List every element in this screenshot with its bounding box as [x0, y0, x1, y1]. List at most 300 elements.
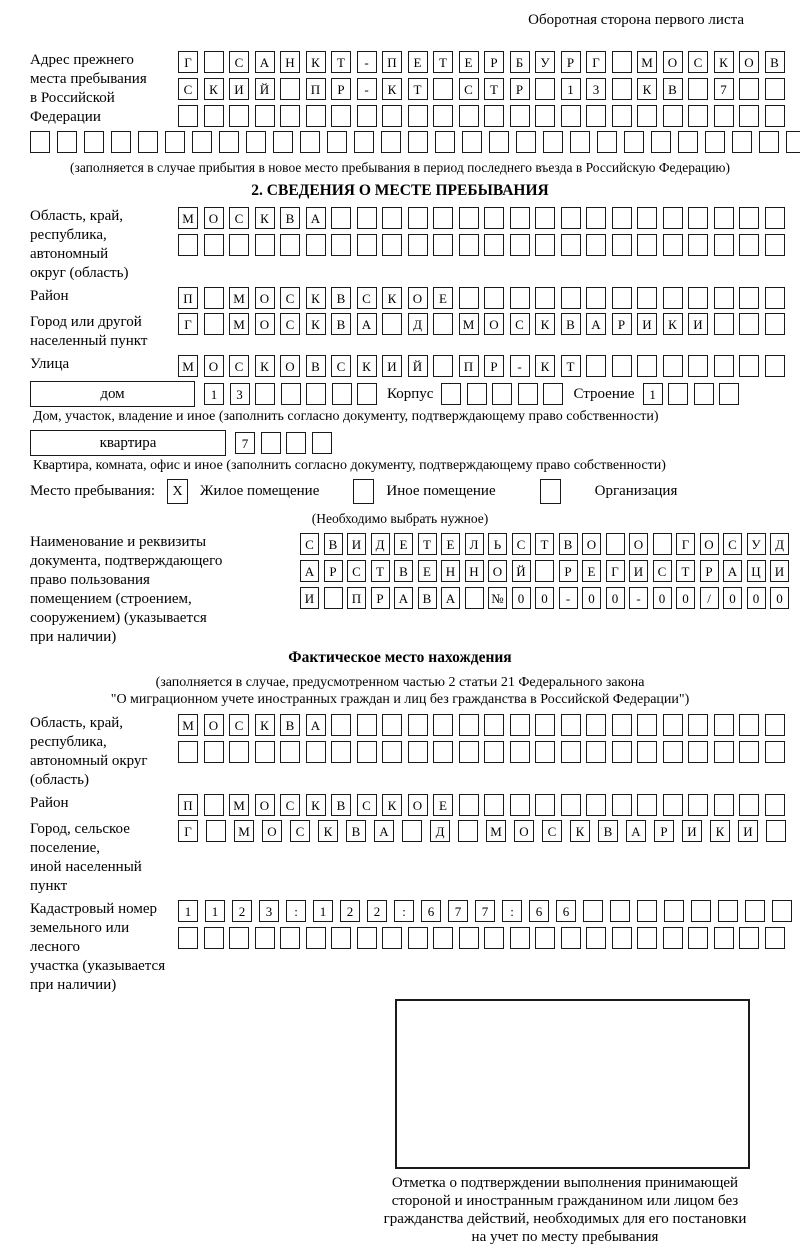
char-cell[interactable] [433, 105, 453, 127]
char-cell[interactable] [688, 355, 708, 377]
char-cell[interactable]: 7 [235, 432, 255, 454]
char-cell[interactable]: О [488, 560, 507, 582]
char-cell[interactable]: С [542, 820, 562, 842]
char-cell[interactable]: : [502, 900, 522, 922]
char-cell[interactable] [382, 927, 402, 949]
char-cell[interactable]: О [255, 287, 275, 309]
char-cell[interactable]: Т [561, 355, 581, 377]
char-cell[interactable] [678, 131, 698, 153]
char-cell[interactable] [357, 927, 377, 949]
char-cell[interactable]: К [714, 51, 734, 73]
char-cell[interactable] [510, 234, 530, 256]
char-cell[interactable]: - [629, 587, 648, 609]
char-cell[interactable]: И [229, 78, 249, 100]
char-cell[interactable]: И [347, 533, 366, 555]
char-cell[interactable]: 0 [512, 587, 531, 609]
char-cell[interactable] [739, 234, 759, 256]
char-cell[interactable]: К [710, 820, 730, 842]
char-cell[interactable] [688, 105, 708, 127]
char-cell[interactable]: Б [510, 51, 530, 73]
char-cell[interactable] [280, 234, 300, 256]
char-cell[interactable]: 0 [770, 587, 789, 609]
char-cell[interactable]: М [486, 820, 506, 842]
char-cell[interactable]: 7 [448, 900, 468, 922]
char-cell[interactable] [204, 234, 224, 256]
char-cell[interactable] [408, 131, 428, 153]
char-cell[interactable]: № [488, 587, 507, 609]
char-cell[interactable]: В [331, 313, 351, 335]
char-cell[interactable]: Т [371, 560, 390, 582]
char-cell[interactable] [637, 355, 657, 377]
char-cell[interactable] [765, 741, 785, 763]
char-cell[interactable]: Л [465, 533, 484, 555]
char-cell[interactable]: К [255, 355, 275, 377]
char-cell[interactable]: Р [484, 51, 504, 73]
char-cell[interactable] [714, 794, 734, 816]
char-cell[interactable] [327, 131, 347, 153]
char-cell[interactable] [637, 105, 657, 127]
char-cell[interactable] [484, 927, 504, 949]
char-cell[interactable] [714, 927, 734, 949]
char-cell[interactable]: П [178, 794, 198, 816]
char-cell[interactable]: Д [430, 820, 450, 842]
char-cell[interactable] [402, 820, 422, 842]
char-cell[interactable]: О [582, 533, 601, 555]
char-cell[interactable] [165, 131, 185, 153]
char-cell[interactable] [382, 313, 402, 335]
char-cell[interactable]: Е [441, 533, 460, 555]
char-cell[interactable]: У [747, 533, 766, 555]
char-cell[interactable]: В [418, 587, 437, 609]
char-cell[interactable]: 1 [561, 78, 581, 100]
char-cell[interactable] [331, 714, 351, 736]
char-cell[interactable] [204, 927, 224, 949]
char-cell[interactable] [718, 900, 738, 922]
char-cell[interactable]: О [514, 820, 534, 842]
char-cell[interactable] [382, 207, 402, 229]
char-cell[interactable] [204, 313, 224, 335]
char-cell[interactable]: Е [433, 287, 453, 309]
char-cell[interactable] [637, 714, 657, 736]
char-cell[interactable] [433, 927, 453, 949]
char-cell[interactable]: И [629, 560, 648, 582]
char-cell[interactable] [739, 714, 759, 736]
char-cell[interactable] [688, 234, 708, 256]
char-cell[interactable] [312, 432, 332, 454]
char-cell[interactable] [433, 313, 453, 335]
char-cell[interactable] [664, 900, 684, 922]
char-cell[interactable] [331, 927, 351, 949]
char-cell[interactable]: С [331, 355, 351, 377]
char-cell[interactable]: Т [484, 78, 504, 100]
char-cell[interactable] [459, 794, 479, 816]
char-cell[interactable] [516, 131, 536, 153]
checkbox-residential[interactable]: X [167, 479, 188, 504]
char-cell[interactable]: Г [606, 560, 625, 582]
char-cell[interactable] [765, 714, 785, 736]
char-cell[interactable] [714, 313, 734, 335]
char-cell[interactable] [280, 105, 300, 127]
char-cell[interactable] [739, 105, 759, 127]
char-cell[interactable] [739, 927, 759, 949]
char-cell[interactable]: С [229, 207, 249, 229]
char-cell[interactable]: К [382, 78, 402, 100]
char-cell[interactable] [459, 234, 479, 256]
char-cell[interactable]: К [318, 820, 338, 842]
char-cell[interactable] [510, 287, 530, 309]
char-cell[interactable] [178, 927, 198, 949]
char-cell[interactable] [765, 287, 785, 309]
char-cell[interactable] [255, 741, 275, 763]
char-cell[interactable] [759, 131, 779, 153]
char-cell[interactable] [714, 207, 734, 229]
char-cell[interactable]: Р [484, 355, 504, 377]
char-cell[interactable] [653, 533, 672, 555]
char-cell[interactable]: Е [433, 794, 453, 816]
char-cell[interactable] [484, 714, 504, 736]
char-cell[interactable]: Р [371, 587, 390, 609]
checkbox-other-premises[interactable] [353, 479, 374, 504]
char-cell[interactable]: 2 [232, 900, 252, 922]
char-cell[interactable] [705, 131, 725, 153]
char-cell[interactable] [714, 287, 734, 309]
char-cell[interactable] [561, 287, 581, 309]
char-cell[interactable] [280, 741, 300, 763]
char-cell[interactable]: Г [586, 51, 606, 73]
char-cell[interactable] [408, 714, 428, 736]
char-cell[interactable] [535, 78, 555, 100]
char-cell[interactable]: Г [676, 533, 695, 555]
char-cell[interactable]: Р [331, 78, 351, 100]
char-cell[interactable]: : [394, 900, 414, 922]
char-cell[interactable] [714, 234, 734, 256]
char-cell[interactable]: С [347, 560, 366, 582]
char-cell[interactable] [561, 714, 581, 736]
char-cell[interactable]: О [629, 533, 648, 555]
char-cell[interactable]: К [570, 820, 590, 842]
char-cell[interactable] [739, 207, 759, 229]
char-cell[interactable]: А [441, 587, 460, 609]
char-cell[interactable] [30, 131, 50, 153]
char-cell[interactable]: О [262, 820, 282, 842]
char-cell[interactable] [357, 714, 377, 736]
char-cell[interactable]: Т [433, 51, 453, 73]
char-cell[interactable] [561, 794, 581, 816]
char-cell[interactable]: А [723, 560, 742, 582]
char-cell[interactable] [612, 207, 632, 229]
char-cell[interactable]: В [331, 794, 351, 816]
char-cell[interactable] [357, 741, 377, 763]
char-cell[interactable] [459, 714, 479, 736]
char-cell[interactable]: С [357, 794, 377, 816]
char-cell[interactable]: В [306, 355, 326, 377]
char-cell[interactable]: 6 [529, 900, 549, 922]
char-cell[interactable] [408, 105, 428, 127]
char-cell[interactable]: М [229, 287, 249, 309]
char-cell[interactable]: К [535, 313, 555, 335]
char-cell[interactable]: Р [654, 820, 674, 842]
char-cell[interactable]: 1 [313, 900, 333, 922]
char-cell[interactable] [332, 383, 352, 405]
char-cell[interactable] [765, 794, 785, 816]
char-cell[interactable] [382, 105, 402, 127]
char-cell[interactable] [462, 131, 482, 153]
char-cell[interactable] [624, 131, 644, 153]
char-cell[interactable] [459, 287, 479, 309]
char-cell[interactable] [300, 131, 320, 153]
char-cell[interactable]: К [357, 355, 377, 377]
char-cell[interactable] [765, 78, 785, 100]
char-cell[interactable]: И [738, 820, 758, 842]
char-cell[interactable] [714, 355, 734, 377]
char-cell[interactable]: М [229, 313, 249, 335]
char-cell[interactable] [651, 131, 671, 153]
char-cell[interactable]: С [300, 533, 319, 555]
char-cell[interactable] [688, 714, 708, 736]
char-cell[interactable]: В [598, 820, 618, 842]
char-cell[interactable] [459, 741, 479, 763]
char-cell[interactable] [739, 355, 759, 377]
char-cell[interactable]: В [559, 533, 578, 555]
char-cell[interactable] [745, 900, 765, 922]
char-cell[interactable]: Й [255, 78, 275, 100]
char-cell[interactable] [331, 207, 351, 229]
char-cell[interactable] [765, 355, 785, 377]
char-cell[interactable]: С [229, 355, 249, 377]
char-cell[interactable] [586, 234, 606, 256]
char-cell[interactable]: О [700, 533, 719, 555]
char-cell[interactable]: В [280, 207, 300, 229]
char-cell[interactable] [484, 105, 504, 127]
char-cell[interactable] [586, 287, 606, 309]
char-cell[interactable]: Е [459, 51, 479, 73]
char-cell[interactable] [382, 714, 402, 736]
char-cell[interactable] [663, 927, 683, 949]
char-cell[interactable] [381, 131, 401, 153]
char-cell[interactable]: С [229, 714, 249, 736]
char-cell[interactable] [138, 131, 158, 153]
char-cell[interactable] [688, 287, 708, 309]
char-cell[interactable]: С [688, 51, 708, 73]
char-cell[interactable]: К [306, 313, 326, 335]
char-cell[interactable] [246, 131, 266, 153]
char-cell[interactable] [535, 207, 555, 229]
char-cell[interactable] [535, 741, 555, 763]
char-cell[interactable]: Р [559, 560, 578, 582]
char-cell[interactable] [714, 741, 734, 763]
char-cell[interactable]: 7 [475, 900, 495, 922]
char-cell[interactable] [610, 900, 630, 922]
char-cell[interactable]: И [770, 560, 789, 582]
char-cell[interactable] [408, 927, 428, 949]
char-cell[interactable]: С [510, 313, 530, 335]
char-cell[interactable] [612, 234, 632, 256]
char-cell[interactable] [204, 741, 224, 763]
char-cell[interactable] [561, 207, 581, 229]
char-cell[interactable]: П [382, 51, 402, 73]
char-cell[interactable] [561, 234, 581, 256]
char-cell[interactable]: Е [582, 560, 601, 582]
char-cell[interactable]: Ц [747, 560, 766, 582]
char-cell[interactable] [586, 794, 606, 816]
char-cell[interactable] [612, 105, 632, 127]
char-cell[interactable] [331, 105, 351, 127]
char-cell[interactable]: М [637, 51, 657, 73]
char-cell[interactable] [489, 131, 509, 153]
char-cell[interactable] [273, 131, 293, 153]
char-cell[interactable]: 1 [205, 900, 225, 922]
checkbox-organization[interactable] [540, 479, 561, 504]
char-cell[interactable] [354, 131, 374, 153]
char-cell[interactable] [637, 794, 657, 816]
char-cell[interactable] [612, 741, 632, 763]
char-cell[interactable]: В [324, 533, 343, 555]
char-cell[interactable]: : [286, 900, 306, 922]
char-cell[interactable]: О [255, 313, 275, 335]
char-cell[interactable] [255, 234, 275, 256]
char-cell[interactable]: В [280, 714, 300, 736]
char-cell[interactable]: С [653, 560, 672, 582]
char-cell[interactable] [663, 714, 683, 736]
char-cell[interactable]: В [331, 287, 351, 309]
char-cell[interactable] [663, 741, 683, 763]
char-cell[interactable]: Т [331, 51, 351, 73]
char-cell[interactable]: К [306, 287, 326, 309]
char-cell[interactable]: С [280, 313, 300, 335]
char-cell[interactable] [286, 432, 306, 454]
char-cell[interactable] [281, 383, 301, 405]
char-cell[interactable]: - [510, 355, 530, 377]
char-cell[interactable] [612, 78, 632, 100]
char-cell[interactable] [510, 927, 530, 949]
char-cell[interactable] [306, 234, 326, 256]
char-cell[interactable] [178, 741, 198, 763]
char-cell[interactable]: Т [418, 533, 437, 555]
char-cell[interactable]: А [306, 714, 326, 736]
char-cell[interactable] [714, 105, 734, 127]
char-cell[interactable]: Е [408, 51, 428, 73]
char-cell[interactable]: О [280, 355, 300, 377]
char-cell[interactable] [535, 560, 554, 582]
char-cell[interactable] [786, 131, 800, 153]
char-cell[interactable]: Е [394, 533, 413, 555]
char-cell[interactable]: Т [535, 533, 554, 555]
char-cell[interactable]: И [637, 313, 657, 335]
char-cell[interactable] [612, 714, 632, 736]
char-cell[interactable]: У [535, 51, 555, 73]
char-cell[interactable] [586, 927, 606, 949]
char-cell[interactable] [586, 105, 606, 127]
char-cell[interactable]: И [382, 355, 402, 377]
char-cell[interactable]: Р [612, 313, 632, 335]
char-cell[interactable]: Т [408, 78, 428, 100]
char-cell[interactable]: А [394, 587, 413, 609]
char-cell[interactable] [612, 355, 632, 377]
char-cell[interactable] [484, 287, 504, 309]
char-cell[interactable] [459, 927, 479, 949]
char-cell[interactable] [492, 383, 512, 405]
char-cell[interactable]: 1 [178, 900, 198, 922]
char-cell[interactable] [484, 741, 504, 763]
char-cell[interactable] [597, 131, 617, 153]
char-cell[interactable]: А [586, 313, 606, 335]
char-cell[interactable]: В [346, 820, 366, 842]
char-cell[interactable] [178, 105, 198, 127]
char-cell[interactable]: 3 [259, 900, 279, 922]
char-cell[interactable]: Г [178, 51, 198, 73]
char-cell[interactable] [57, 131, 77, 153]
char-cell[interactable] [663, 207, 683, 229]
char-cell[interactable]: Ь [488, 533, 507, 555]
char-cell[interactable] [206, 820, 226, 842]
char-cell[interactable] [229, 927, 249, 949]
char-cell[interactable]: Т [676, 560, 695, 582]
char-cell[interactable] [637, 234, 657, 256]
char-cell[interactable]: Д [408, 313, 428, 335]
char-cell[interactable]: К [382, 287, 402, 309]
char-cell[interactable] [306, 741, 326, 763]
char-cell[interactable]: В [765, 51, 785, 73]
char-cell[interactable] [766, 820, 786, 842]
char-cell[interactable]: Р [700, 560, 719, 582]
char-cell[interactable]: С [723, 533, 742, 555]
char-cell[interactable]: С [280, 287, 300, 309]
char-cell[interactable] [561, 927, 581, 949]
char-cell[interactable] [637, 927, 657, 949]
char-cell[interactable] [739, 287, 759, 309]
char-cell[interactable] [229, 234, 249, 256]
char-cell[interactable]: - [357, 78, 377, 100]
char-cell[interactable] [441, 383, 461, 405]
char-cell[interactable] [583, 900, 603, 922]
char-cell[interactable] [255, 927, 275, 949]
char-cell[interactable]: Й [408, 355, 428, 377]
char-cell[interactable] [357, 383, 377, 405]
char-cell[interactable] [357, 207, 377, 229]
char-cell[interactable]: 0 [723, 587, 742, 609]
char-cell[interactable] [535, 105, 555, 127]
char-cell[interactable]: С [178, 78, 198, 100]
char-cell[interactable] [612, 794, 632, 816]
char-cell[interactable] [739, 794, 759, 816]
char-cell[interactable] [382, 234, 402, 256]
char-cell[interactable]: К [306, 794, 326, 816]
char-cell[interactable] [606, 533, 625, 555]
char-cell[interactable] [324, 587, 343, 609]
char-cell[interactable]: Е [418, 560, 437, 582]
char-cell[interactable] [331, 741, 351, 763]
char-cell[interactable] [204, 51, 224, 73]
char-cell[interactable]: К [637, 78, 657, 100]
char-cell[interactable]: О [663, 51, 683, 73]
char-cell[interactable] [688, 741, 708, 763]
char-cell[interactable]: О [484, 313, 504, 335]
char-cell[interactable]: 3 [586, 78, 606, 100]
char-cell[interactable]: М [459, 313, 479, 335]
char-cell[interactable]: О [204, 355, 224, 377]
char-cell[interactable]: К [535, 355, 555, 377]
char-cell[interactable] [306, 383, 326, 405]
char-cell[interactable] [435, 131, 455, 153]
char-cell[interactable] [382, 741, 402, 763]
char-cell[interactable]: А [306, 207, 326, 229]
char-cell[interactable]: М [229, 794, 249, 816]
char-cell[interactable]: П [306, 78, 326, 100]
char-cell[interactable]: А [626, 820, 646, 842]
char-cell[interactable]: А [300, 560, 319, 582]
char-cell[interactable] [688, 207, 708, 229]
char-cell[interactable]: 0 [747, 587, 766, 609]
